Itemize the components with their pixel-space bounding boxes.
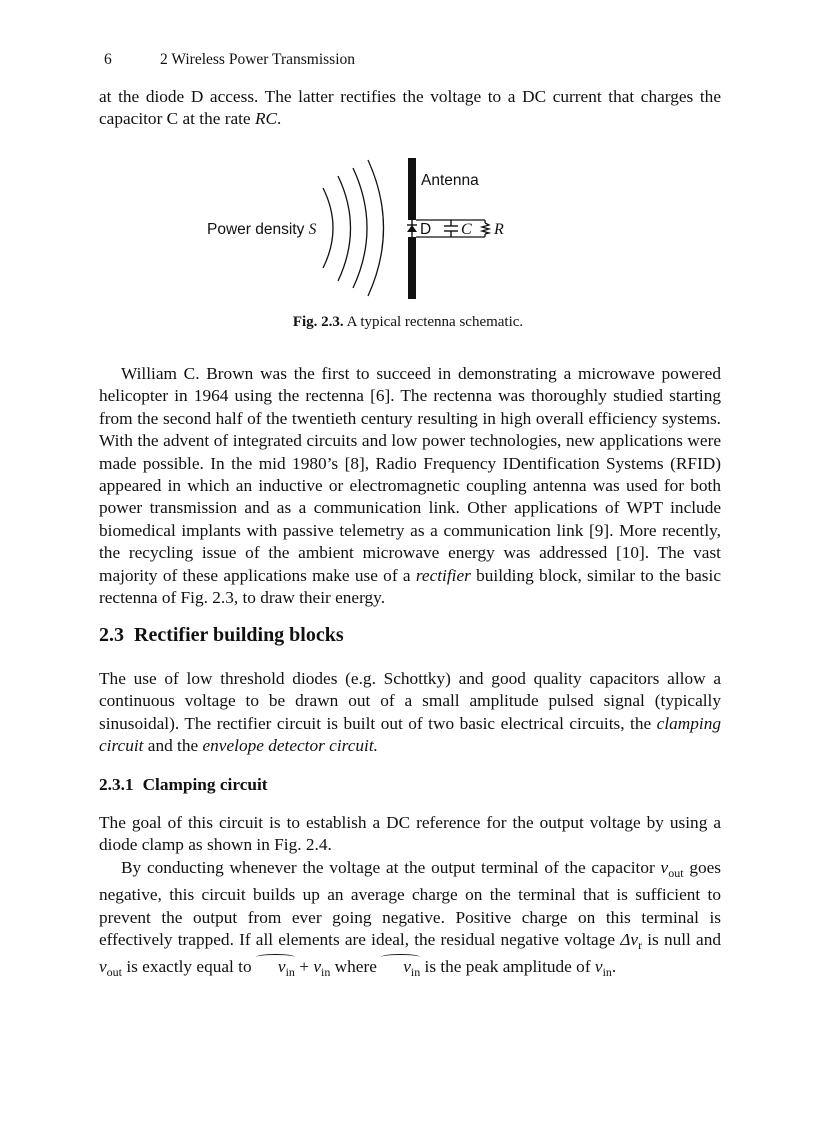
section-number: 2.3: [99, 624, 124, 646]
section-italic-1: clamping circuit: [99, 713, 721, 756]
section-title: Rectifier building blocks: [134, 624, 344, 646]
power-density-label: Power density S: [207, 221, 317, 238]
rectenna-schematic: [195, 148, 535, 303]
antenna-lower: [408, 237, 416, 299]
history-italic: rectifier: [415, 565, 471, 585]
capacitor-label: C: [461, 221, 472, 238]
rectenna-figure: [195, 148, 535, 303]
section-paragraph: [99, 668, 721, 758]
history-paragraph: [99, 363, 721, 609]
history-text-1: William C. Brown was the first to succeed in demonstrating a microwave powered helicopter in 1964 using the rectenna [6]. The rectenna was thoroughly studied starting from the second half of the twentieth century resulting in high overall efficiency systems. With the advent of integrated circuits and low power technologies, new applications were made possible. In the mid 1980’s [8], Radio Frequency IDentification Systems (RFID) appeared in which an inductive or electromagnetic coupling antenna was used for both power transmission and as a communication link. Other applications of WPT include biomedical implants with passive telemetry as a communication link [9]. More recently, the recycling issue of the ambient microwave energy was addressed [10]. The vast majority of these applications make use of a: [99, 364, 721, 585]
section-text-2: and the: [143, 736, 203, 756]
diode-label: D: [420, 221, 432, 238]
subsection-paragraphs: [99, 812, 721, 984]
v-in-hat: $v_{in}$: [256, 956, 295, 983]
chapter-title: 2 Wireless Power Transmission: [160, 51, 356, 68]
section-italic-2: envelope detector circuit.: [202, 736, 378, 756]
subsection-heading: [99, 775, 268, 795]
resistor-icon: [482, 223, 489, 234]
intro-paragraph: [99, 86, 721, 131]
subsection-paragraph-2: By conducting whenever the voltage at the output terminal of the capacitor $v_{out}$ goes negative, this circuit builds up an average charge on the terminal that is sufficient to prevent the output from ever going negative. Positive charge on this terminal is effectively trapped. If all elements are ideal, the residual negative voltage $\Delta v_r$ is null and $v_{out}$ is exactly equal to $v_{in} + v_{in}$ where $v_{in}$ is the peak amplitude of $v_{in}$.: [99, 857, 721, 984]
caption-text: A typical rectenna schematic.: [343, 314, 524, 330]
section-heading: [99, 624, 344, 647]
figure-caption: [0, 314, 816, 331]
intro-text: at the diode D access. The latter rectifies the voltage to a DC current that charges the capacitor C at the rate: [99, 87, 721, 129]
antenna-upper: [408, 158, 416, 220]
subsection-paragraph-1: The goal of this circuit is to establish a DC reference for the output voltage by using a diode clamp as shown in Fig. 2.4.: [99, 813, 721, 855]
history-text-2: building block, similar to the basic rectenna of Fig. 2.3, to draw their energy.: [99, 565, 721, 608]
subsection-number: 2.3.1: [99, 775, 134, 794]
capacitor-icon: [444, 220, 458, 237]
v-in-hat: $v_{in}$: [381, 956, 420, 983]
subsection-title: Clamping circuit: [142, 775, 268, 794]
antenna-label: Antenna: [421, 172, 479, 189]
intro-end: .: [277, 109, 282, 129]
wave-arcs-icon: [323, 160, 384, 296]
section-text-1: The use of low threshold diodes (e.g. Schottky) and good quality capacitors allow a continuous voltage to be drawn out of a small amplitude pulsed signal (typically sinusoidal). The rectifier circuit is built out of two basic electrical circuits, the: [99, 669, 721, 733]
page-number: 6: [104, 51, 112, 68]
diode-icon: [407, 220, 417, 237]
caption-number: Fig. 2.3.: [292, 314, 344, 330]
math-rc: RC: [254, 109, 278, 129]
running-head: [104, 51, 355, 69]
resistor-label: R: [494, 221, 504, 238]
